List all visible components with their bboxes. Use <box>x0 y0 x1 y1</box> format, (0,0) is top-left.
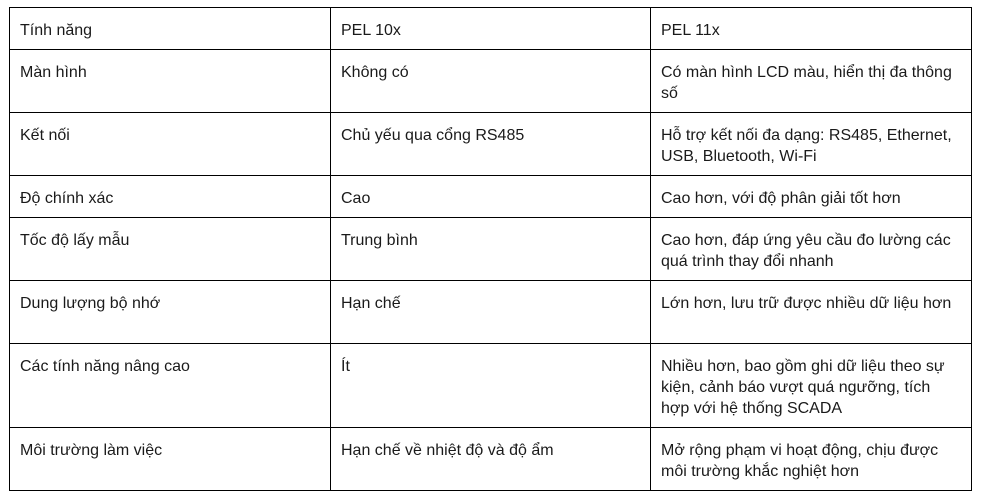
table-row <box>10 50 972 113</box>
feature-cell: Tốc độ lấy mẫu <box>10 218 331 281</box>
pel-11x-cell: Nhiều hơn, bao gồm ghi dữ liệu theo sự kiện, cảnh báo vượt quá ngưỡng, tích hợp với hệ thống SCADA <box>651 344 972 428</box>
table-header-row <box>10 8 972 50</box>
header-cell-pel-10x: PEL 10x <box>331 8 651 50</box>
pel-11x-cell: Hỗ trợ kết nối đa dạng: RS485, Ethernet, USB, Bluetooth, Wi-Fi <box>651 113 972 176</box>
table-row <box>10 218 972 281</box>
feature-cell: Các tính năng nâng cao <box>10 344 331 428</box>
comparison-table-container <box>9 7 972 491</box>
feature-cell: Màn hình <box>10 50 331 113</box>
table-row <box>10 113 972 176</box>
feature-cell: Dung lượng bộ nhớ <box>10 281 331 344</box>
pel-10x-cell: Hạn chế về nhiệt độ và độ ẩm <box>331 428 651 491</box>
table-row <box>10 428 972 491</box>
pel-11x-cell: Lớn hơn, lưu trữ được nhiều dữ liệu hơn <box>651 281 972 344</box>
pel-10x-cell: Không có <box>331 50 651 113</box>
table-row <box>10 281 972 344</box>
feature-cell: Độ chính xác <box>10 176 331 218</box>
header-cell-pel-11x: PEL 11x <box>651 8 972 50</box>
pel-10x-cell: Cao <box>331 176 651 218</box>
feature-cell: Kết nối <box>10 113 331 176</box>
table-row <box>10 344 972 428</box>
table-row <box>10 176 972 218</box>
pel-11x-cell: Cao hơn, đáp ứng yêu cầu đo lường các quá trình thay đổi nhanh <box>651 218 972 281</box>
pel-10x-cell: Trung bình <box>331 218 651 281</box>
pel-10x-cell: Hạn chế <box>331 281 651 344</box>
feature-cell: Môi trường làm việc <box>10 428 331 491</box>
pel-11x-cell: Mở rộng phạm vi hoạt động, chịu được môi trường khắc nghiệt hơn <box>651 428 972 491</box>
pel-10x-cell: Ít <box>331 344 651 428</box>
header-cell-feature: Tính năng <box>10 8 331 50</box>
comparison-table <box>9 7 972 491</box>
pel-10x-cell: Chủ yếu qua cổng RS485 <box>331 113 651 176</box>
pel-11x-cell: Có màn hình LCD màu, hiển thị đa thông số <box>651 50 972 113</box>
pel-11x-cell: Cao hơn, với độ phân giải tốt hơn <box>651 176 972 218</box>
